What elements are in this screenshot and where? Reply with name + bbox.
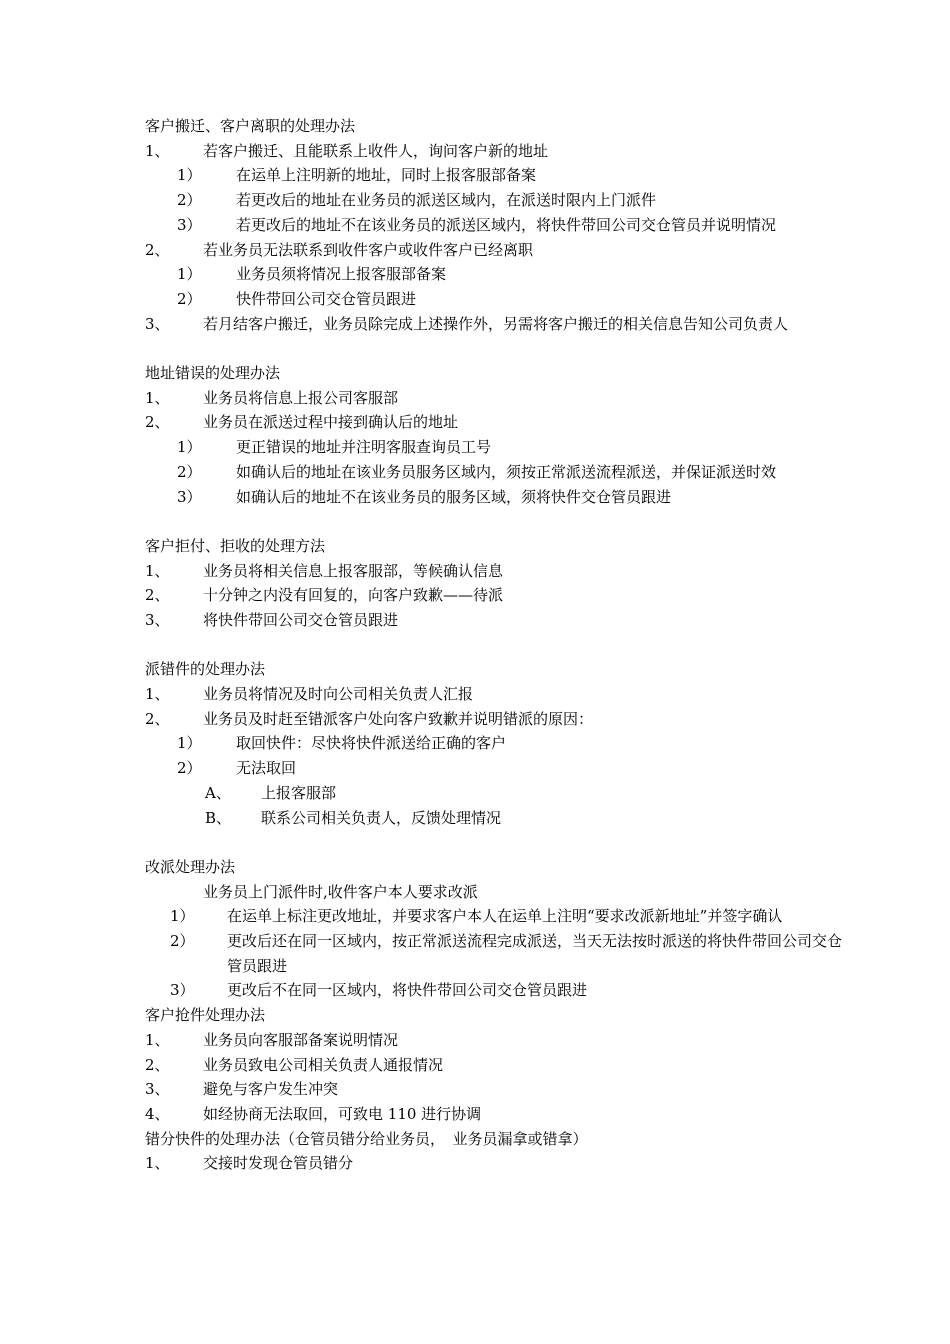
list-item	[0, 238, 950, 263]
item-text: 更改后不在同一区域内，将快件带回公司交仓管员跟进	[227, 981, 588, 1000]
list-item	[0, 707, 950, 732]
section-title: 客户拒付、拒收的处理方法	[145, 536, 326, 555]
item-text: 联系公司相关负责人，反馈处理情况	[261, 808, 502, 827]
item-text: 若更改后的地址不在该业务员的派送区域内，将快件带回公司交仓管员并说明情况	[236, 215, 777, 234]
item-text: 更正错误的地址并注明客服查询员工号	[236, 438, 492, 457]
list-item	[0, 485, 950, 510]
item-text: 若月结客户搬迁，业务员除完成上述操作外，另需将客户搬迁的相关信息告知公司负责人	[203, 314, 789, 333]
list-item	[0, 608, 950, 633]
item-number: 1、	[145, 685, 170, 704]
item-number: 4、	[145, 1104, 170, 1123]
item-number: 1、	[145, 1154, 170, 1173]
section-misdelivery	[0, 657, 950, 830]
list-item	[0, 978, 950, 1003]
item-text: 业务员将情况及时向公司相关负责人汇报	[203, 685, 474, 704]
list-item	[0, 435, 950, 460]
list-item	[0, 287, 950, 312]
section-intro: 业务员上门派件时,收件客户本人要求改派	[203, 882, 478, 901]
list-item	[0, 1102, 950, 1127]
section-title: 改派处理办法	[145, 857, 236, 876]
item-number: 1）	[170, 907, 195, 926]
blank-line	[0, 336, 950, 361]
item-text: 避免与客户发生冲突	[203, 1080, 339, 1099]
section-title: 客户搬迁、客户离职的处理办法	[145, 117, 356, 135]
item-number: 2、	[145, 240, 170, 259]
list-item	[0, 213, 950, 238]
item-text: 无法取回	[236, 759, 297, 778]
item-text: 如经协商无法取回，可致电 110 进行协调	[203, 1104, 482, 1123]
list-item	[0, 262, 950, 287]
list-item	[0, 312, 950, 337]
item-number: 1、	[145, 1030, 170, 1049]
item-number: 2、	[145, 413, 170, 432]
section-missorted-package	[0, 1127, 950, 1176]
list-item	[0, 460, 950, 485]
item-text: 业务员向客服部备案说明情况	[203, 1030, 399, 1049]
item-text: 在运单上注明新的地址，同时上报客服部备案	[236, 166, 537, 185]
item-number: 1、	[145, 388, 170, 407]
document-body	[0, 114, 950, 1176]
item-number: 1）	[177, 265, 202, 284]
item-number: 3）	[177, 487, 202, 506]
item-text: 交接时发现仓管员错分	[203, 1154, 354, 1173]
item-number: 2、	[145, 1055, 170, 1074]
item-text: 如确认后的地址不在该业务员的服务区域，须将快件交仓管员跟进	[236, 487, 672, 506]
list-item	[0, 583, 950, 608]
item-text: 若客户搬迁、且能联系上收件人，询问客户新的地址	[203, 141, 549, 160]
list-item	[0, 781, 950, 806]
section-customer-relocation	[0, 114, 950, 336]
item-number: 2）	[177, 191, 202, 210]
item-text: 业务员将信息上报公司客服部	[203, 388, 399, 407]
item-number: 1）	[177, 734, 202, 753]
item-number: 1）	[177, 166, 202, 185]
item-text: 业务员及时赶至错派客户处向客户致歉并说明错派的原因：	[203, 709, 594, 728]
item-text: 更改后还在同一区域内，按正常派送流程完成派送，当天无法按时派送的将快件带回公司交仓管员跟进	[227, 932, 843, 975]
item-text: 如确认后的地址在该业务员服务区域内，须按正常派送流程派送，并保证派送时效	[236, 462, 777, 481]
section-customer-refusal	[0, 534, 950, 633]
item-text: 取回快件：尽快将快件派送给正确的客户	[236, 734, 507, 753]
section-address-error	[0, 361, 950, 509]
item-number: 3）	[177, 215, 202, 234]
list-item	[0, 188, 950, 213]
item-number: 1）	[177, 438, 202, 457]
list-item	[0, 682, 950, 707]
list-item	[0, 1077, 950, 1102]
item-text: 将快件带回公司交仓管员跟进	[203, 610, 399, 629]
item-text: 在运单上标注更改地址，并要求客户本人在运单上注明“要求改派新地址”并签字确认	[227, 907, 783, 926]
item-number: 3、	[145, 314, 170, 333]
item-number: 2、	[145, 586, 170, 605]
section-title: 地址错误的处理办法	[145, 364, 281, 382]
list-item	[0, 806, 950, 831]
blank-line	[0, 830, 950, 855]
item-text: 业务员致电公司相关负责人通报情况	[203, 1055, 444, 1074]
item-number: 2）	[177, 289, 202, 308]
item-text: 上报客服部	[261, 783, 337, 802]
list-item	[0, 386, 950, 411]
item-text: 业务员须将情况上报客服部备案	[236, 265, 447, 284]
item-number: 2）	[177, 759, 202, 778]
list-item	[0, 1053, 950, 1078]
item-text: 若更改后的地址在业务员的派送区域内，在派送时限内上门派件	[236, 191, 657, 210]
list-item	[0, 559, 950, 584]
item-text: 业务员将相关信息上报客服部，等候确认信息	[203, 561, 504, 580]
list-item	[0, 1028, 950, 1053]
item-number: 3、	[145, 610, 170, 629]
list-item	[0, 163, 950, 188]
item-number: B、	[205, 808, 232, 827]
item-number: 2、	[145, 709, 170, 728]
blank-line	[0, 509, 950, 534]
item-text: 十分钟之内没有回复的，向客户致歉——待派	[203, 586, 504, 605]
list-item	[0, 756, 950, 781]
item-number: 3、	[145, 1080, 170, 1099]
item-number: 2）	[170, 932, 195, 951]
blank-line	[0, 633, 950, 658]
item-text: 快件带回公司交仓管员跟进	[236, 289, 417, 308]
item-number: 1、	[145, 141, 170, 160]
section-title: 客户抢件处理办法	[145, 1006, 266, 1025]
list-item	[0, 139, 950, 164]
item-number: 3）	[170, 981, 195, 1000]
section-title: 错分快件的处理办法（仓管员错分给业务员， 业务员漏拿或错拿）	[145, 1129, 588, 1148]
section-package-grab	[0, 1003, 950, 1127]
list-item	[0, 929, 950, 978]
list-item	[0, 904, 950, 929]
section-title: 派错件的处理办法	[145, 660, 266, 679]
list-item	[0, 410, 950, 435]
item-number: 1、	[145, 561, 170, 580]
list-item	[0, 1151, 950, 1176]
item-number: 2）	[177, 462, 202, 481]
item-text: 若业务员无法联系到收件客户或收件客户已经离职	[203, 240, 534, 259]
list-item	[0, 731, 950, 756]
section-redelivery	[0, 855, 950, 1003]
item-text: 业务员在派送过程中接到确认后的地址	[203, 413, 459, 432]
item-number: A、	[205, 783, 231, 802]
